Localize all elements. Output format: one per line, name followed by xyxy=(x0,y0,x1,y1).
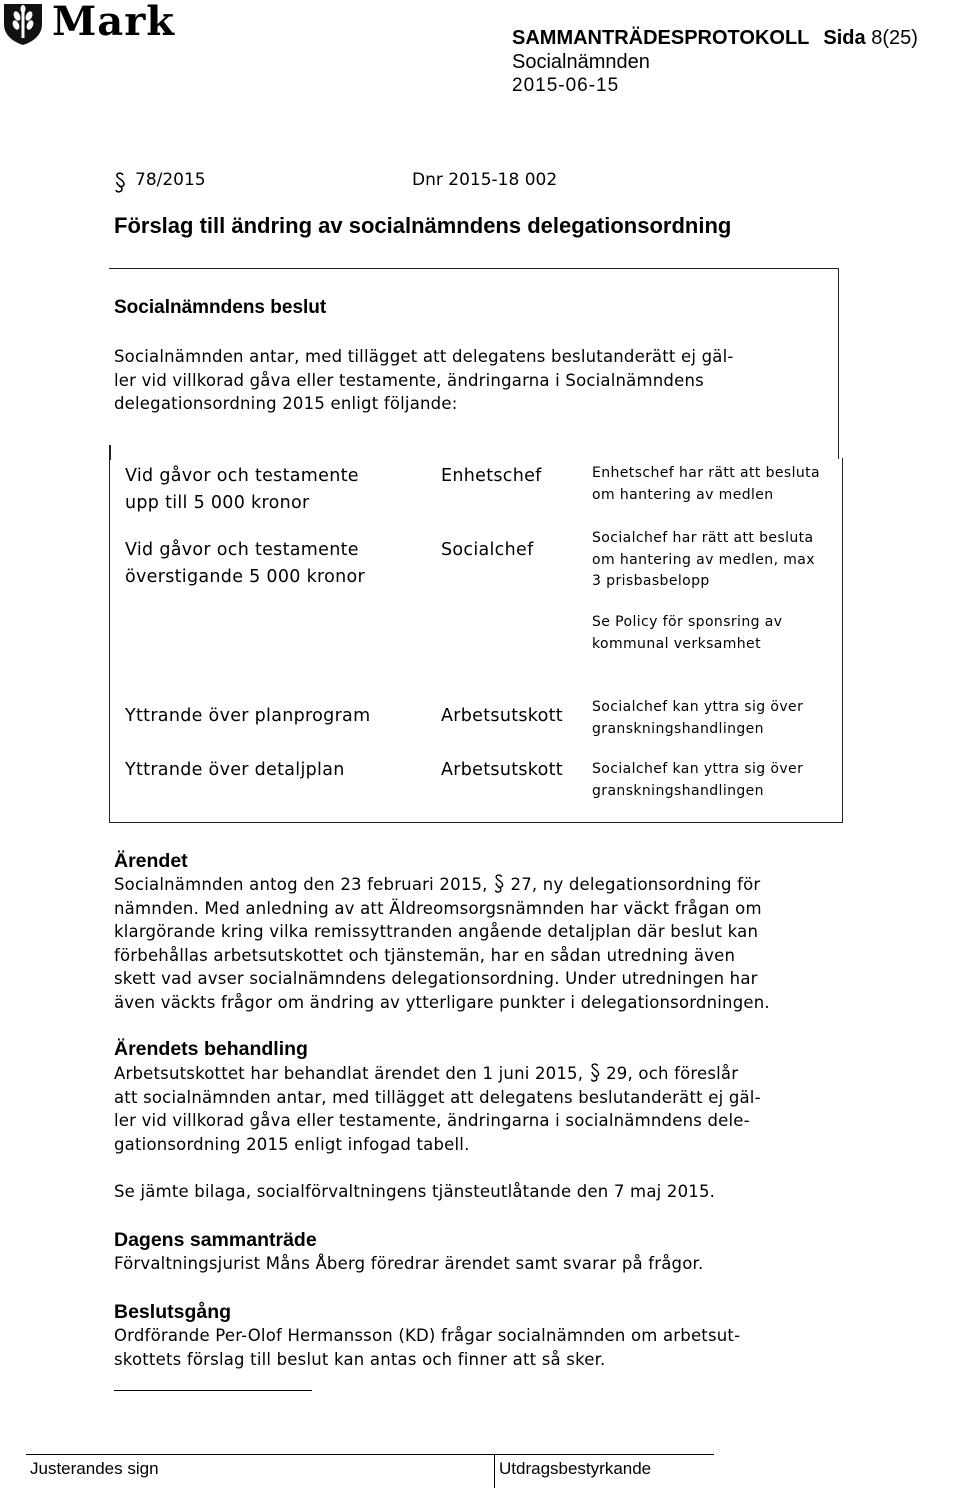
page-label: Sida xyxy=(823,27,866,49)
matter-cell: Vid gåvor och testamente xyxy=(125,540,359,560)
footer-divider xyxy=(494,1454,495,1488)
note-line: 3 prisbasbelopp xyxy=(592,573,710,589)
sammantrade-heading: Dagens sammanträde xyxy=(114,1229,317,1251)
case-number: 78/2015 xyxy=(135,170,206,190)
note-line: om hantering av medlen xyxy=(592,486,774,503)
delegate-cell: Arbetsutskott xyxy=(441,706,563,726)
beslutsgang-text xyxy=(114,1324,740,1371)
arendet-heading: Ärendet xyxy=(114,850,188,872)
delegate-cell: Socialchef xyxy=(441,540,534,560)
decision-line: delegationsordning 2015 enligt följande: xyxy=(114,394,458,413)
committee-name: Socialnämnden xyxy=(512,51,650,73)
behandling-line xyxy=(114,1062,761,1086)
footer-rule xyxy=(26,1454,494,1455)
arendet-line-start: Socialnämnden antog den 23 februari 2015, xyxy=(114,875,488,894)
beslutsgang-line: Ordförande Per-Olof Hermansson (KD) frågar socialnämnden om arbetsut- xyxy=(114,1326,741,1345)
behandling-line: ler vid villkorad gåva eller testamente, ändringarna i socialnämndens dele- xyxy=(114,1111,750,1130)
document-header xyxy=(512,26,918,50)
behandling-line: att socialnämnden antar, med tillägget att delegatens beslutanderätt ej gäl- xyxy=(114,1087,761,1107)
behandling-text xyxy=(114,1062,761,1156)
section-sign-icon xyxy=(114,172,126,194)
document-type: SAMMANTRÄDESPROTOKOLL xyxy=(512,27,810,49)
certification-label: Utdragsbestyrkande xyxy=(499,1459,652,1478)
behandling-line: gationsordning 2015 enligt infogad tabell. xyxy=(114,1134,470,1154)
behandling-heading: Ärendets behandling xyxy=(114,1038,308,1060)
case-title: Förslag till ändring av socialnämndens delegationsordning xyxy=(114,213,732,238)
note-line: kommunal verksamhet xyxy=(592,635,761,652)
arendet-line: även väckts frågor om ändring av ytterligare punkter i delegationsordningen. xyxy=(114,992,770,1012)
matter-cell: Yttrande över detaljplan xyxy=(125,760,345,780)
beslutsgang-line: skottets förslag till beslut kan antas och finner att så sker. xyxy=(114,1349,606,1369)
behandling-line-start: Arbetsutskottet har behandlat ärendet den 1 juni 2015, xyxy=(114,1064,584,1083)
matter-cell: upp till 5 000 kronor xyxy=(125,493,310,513)
registration-number: Dnr 2015-18 002 xyxy=(412,170,558,190)
municipality-crest-icon xyxy=(2,2,44,46)
decision-line: Socialnämnden antar, med tillägget att delegatens beslutanderätt ej gäl- xyxy=(114,347,734,366)
footer-rule xyxy=(494,1454,714,1455)
beslutsgang-heading: Beslutsgång xyxy=(114,1301,232,1323)
matter-cell: överstigande 5 000 kronor xyxy=(125,567,366,587)
arendet-text xyxy=(114,873,770,1014)
municipality-name: Mark xyxy=(52,0,175,45)
note-line: Socialchef kan yttra sig över xyxy=(592,761,804,777)
delegate-cell: Arbetsutskott xyxy=(441,760,563,780)
signature-label: Justerandes sign xyxy=(30,1459,159,1478)
section-sign-icon xyxy=(589,1063,601,1083)
end-rule xyxy=(114,1390,312,1391)
decision-text xyxy=(114,345,734,416)
note-cell xyxy=(592,528,815,593)
note-cell xyxy=(592,463,820,506)
section-sign-icon xyxy=(493,874,505,894)
delegate-cell: Enhetschef xyxy=(441,466,542,486)
meeting-date: 2015-06-15 xyxy=(512,75,620,96)
arendet-line: skett vad avser socialnämndens delegationsordning. Under utredningen har xyxy=(114,969,758,988)
matter-cell: Vid gåvor och testamente xyxy=(125,466,359,486)
see-also-text: Se jämte bilaga, socialförvaltningens tjänsteutlåtande den 7 maj 2015. xyxy=(114,1182,716,1201)
matter-cell: Yttrande över planprogram xyxy=(125,706,371,726)
table-row xyxy=(125,463,359,517)
decision-line: ler vid villkorad gåva eller testamente, ändringarna i Socialnämndens xyxy=(114,370,704,390)
note-line: Socialchef kan yttra sig över xyxy=(592,699,804,715)
sammantrade-text: Förvaltningsjurist Måns Åberg föredrar ärendet samt svarar på frågor. xyxy=(114,1254,704,1273)
arendet-line: förbehållas arbetsutskottet och tjänstemän, har en sådan utredning även xyxy=(114,945,736,965)
note-line: Se Policy för sponsring av xyxy=(592,614,783,630)
behandling-line-end: 29, och föreslår xyxy=(606,1064,739,1083)
note-cell xyxy=(592,759,803,802)
note-cell xyxy=(592,612,782,655)
decision-heading: Socialnämndens beslut xyxy=(114,297,327,318)
page-number: 8(25) xyxy=(871,27,918,49)
note-line: Socialchef har rätt att besluta xyxy=(592,530,814,546)
note-line: granskningshandlingen xyxy=(592,720,764,737)
table-row xyxy=(125,537,365,591)
note-cell xyxy=(592,697,803,740)
arendet-line-end: 27, ny delegationsordning för xyxy=(510,875,761,894)
note-line: Enhetschef har rätt att besluta xyxy=(592,465,821,481)
note-line: granskningshandlingen xyxy=(592,782,764,799)
note-line: om hantering av medlen, max xyxy=(592,551,815,568)
arendet-line xyxy=(114,873,770,897)
arendet-line: nämnden. Med anledning av att Äldreomsorgsnämnden har väckt frågan om xyxy=(114,898,762,918)
arendet-line: klargörande kring vilka remissyttranden angående detaljplan där beslut kan xyxy=(114,922,759,941)
